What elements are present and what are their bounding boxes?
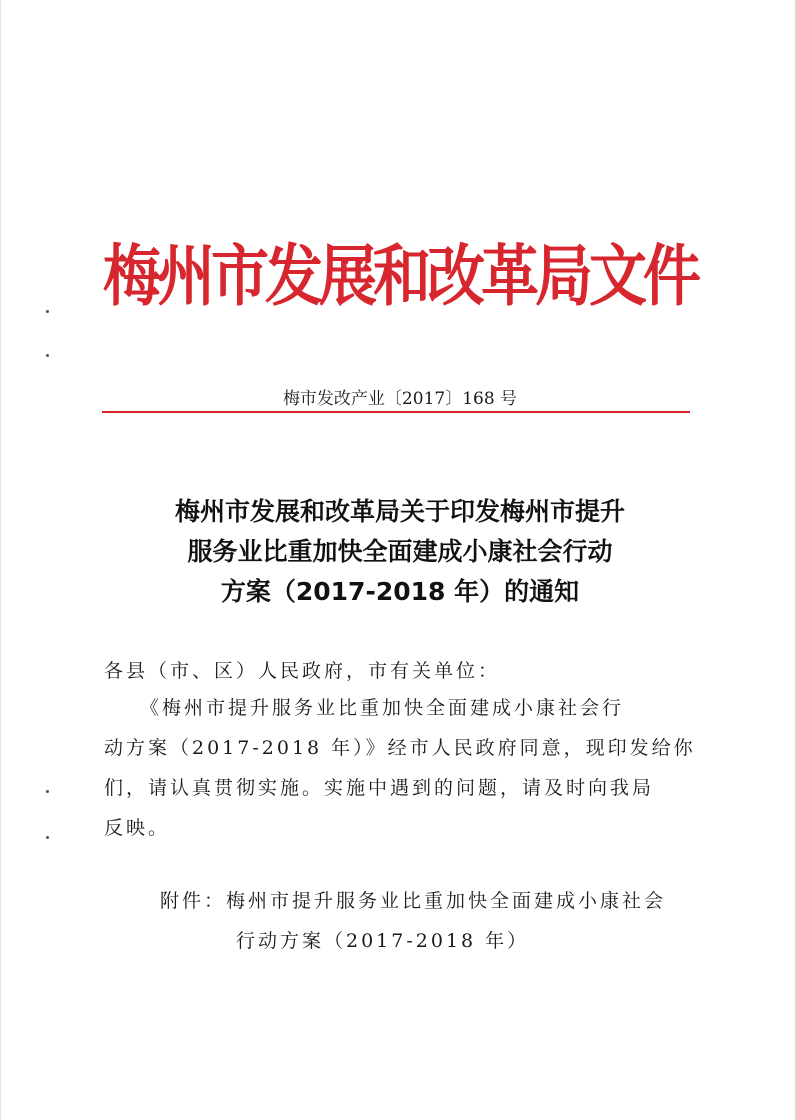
title-line-3: 方案（2017-2018 年）的通知 — [220, 577, 580, 606]
scan-speck — [46, 354, 49, 357]
scan-edge-left — [0, 0, 1, 1120]
body-paragraph-line-3: 们，请认真贯彻实施。实施中遇到的问题，请及时向我局 — [104, 777, 655, 799]
attachment-line-1: 附件：梅州市提升服务业比重加快全面建成小康社会 — [160, 890, 667, 912]
body-paragraph-line-2: 动方案（2017-2018 年）》经市人民政府同意，现印发给你 — [104, 737, 696, 759]
title-line-2: 服务业比重加快全面建成小康社会行动 — [187, 537, 613, 566]
document-number: 梅市发改产业〔2017〕168 号 — [282, 389, 518, 409]
scan-speck — [46, 790, 49, 793]
scan-speck — [46, 310, 49, 313]
salutation: 各县（市、区）人民政府，市有关单位： — [104, 660, 501, 682]
red-divider-line — [102, 411, 690, 413]
scan-speck — [46, 836, 49, 839]
body-paragraph-line-1: 《梅州市提升服务业比重加快全面建成小康社会行 — [140, 697, 625, 719]
attachment-line-2: 行动方案（2017-2018 年） — [236, 930, 530, 952]
title-line-1: 梅州市发展和改革局关于印发梅州市提升 — [174, 497, 625, 526]
notice-title — [100, 492, 700, 612]
body-paragraph-line-4: 反映。 — [104, 817, 171, 839]
issuer-red-header: 梅州市发展和改革局文件 — [102, 236, 697, 316]
